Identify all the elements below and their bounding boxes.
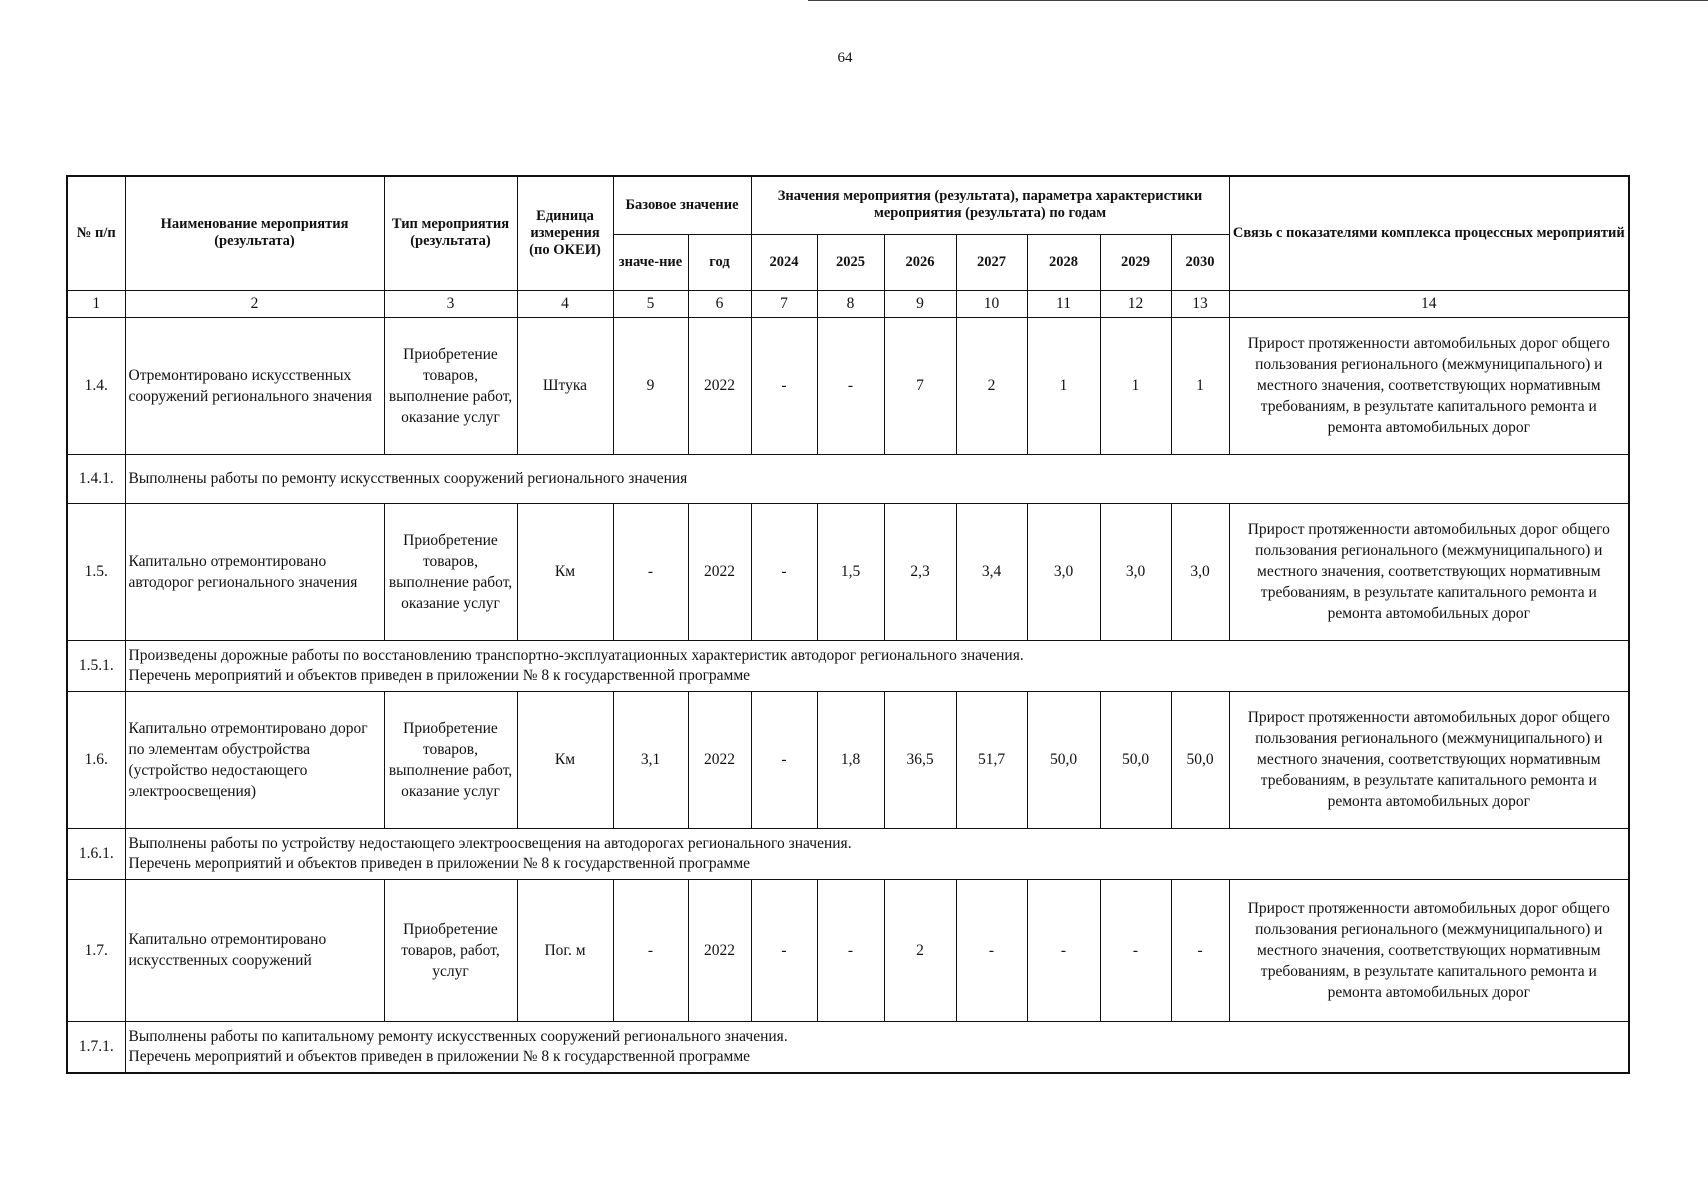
header-base-value: значе-ние (613, 234, 688, 290)
column-number: 3 (384, 290, 517, 317)
column-number: 4 (517, 290, 613, 317)
column-number: 1 (67, 290, 125, 317)
row-link: Прирост протяженности автомобильных дорог общего пользования регионального (межмуниципального) и местного значения, соответствующих нормативным требованиям, в результате капитального ремонта и ремонта автомобильных дорог (1229, 503, 1629, 640)
header-year: 2029 (1100, 234, 1171, 290)
sub-row-num: 1.5.1. (67, 640, 125, 691)
header-base-year: год (688, 234, 751, 290)
column-number: 9 (884, 290, 956, 317)
column-number: 13 (1171, 290, 1229, 317)
header-name: Наименование мероприятия (результата) (125, 176, 384, 290)
header-year: 2030 (1171, 234, 1229, 290)
sub-row-text (125, 640, 1629, 691)
sub-row-line: Выполнены работы по устройству недостающего электроосвещения на автодорогах регионального значения. (128, 834, 852, 852)
row-num: 1.5. (67, 503, 125, 640)
header-year: 2028 (1027, 234, 1100, 290)
sub-row-line: Выполнены работы по капитальному ремонту искусственных сооружений регионального значения. (128, 1027, 788, 1045)
column-number: 11 (1027, 290, 1100, 317)
row-base-year: 2022 (688, 503, 751, 640)
row-year-value: - (751, 691, 817, 828)
row-year-value: 1 (1171, 317, 1229, 454)
row-year-value: - (817, 879, 884, 1021)
row-base-year: 2022 (688, 879, 751, 1021)
row-year-value: 1,5 (817, 503, 884, 640)
row-type: Приобретение товаров, выполнение работ, оказание услуг (384, 691, 517, 828)
row-base-value: - (613, 503, 688, 640)
sub-row-num: 1.7.1. (67, 1021, 125, 1073)
row-year-value: 51,7 (956, 691, 1027, 828)
sub-row-line: Выполнены работы по ремонту искусственных сооружений регионального значения (128, 469, 688, 487)
column-number: 12 (1100, 290, 1171, 317)
row-base-year: 2022 (688, 691, 751, 828)
sub-row-text (125, 1021, 1629, 1073)
column-number: 2 (125, 290, 384, 317)
row-year-value: - (1171, 879, 1229, 1021)
scan-top-line (808, 0, 1708, 1)
row-base-value: - (613, 879, 688, 1021)
row-year-value: 2 (884, 879, 956, 1021)
row-link: Прирост протяженности автомобильных дорог общего пользования регионального (межмуниципального) и местного значения, соответствующих нормативным требованиям, в результате капитального ремонта и ремонта автомобильных дорог (1229, 879, 1629, 1021)
sub-row (67, 828, 1629, 879)
row-year-value: - (751, 879, 817, 1021)
sub-row (67, 640, 1629, 691)
page-number: 64 (837, 50, 853, 66)
row-year-value: 50,0 (1100, 691, 1171, 828)
sub-row (67, 454, 1629, 503)
sub-row-line: Перечень мероприятий и объектов приведен в приложении № 8 к государственной программе (128, 1047, 751, 1065)
row-year-value: - (956, 879, 1027, 1021)
row-year-value: 1,8 (817, 691, 884, 828)
row-num: 1.6. (67, 691, 125, 828)
row-type: Приобретение товаров, работ, услуг (384, 879, 517, 1021)
row-year-value: 50,0 (1027, 691, 1100, 828)
row-year-value: 3,0 (1027, 503, 1100, 640)
row-name: Капитально отремонтировано дорог по элементам обустройства (устройство недостающего электроосвещения) (125, 691, 384, 828)
column-number-row (67, 290, 1629, 317)
row-year-value: - (817, 317, 884, 454)
row-year-value: 36,5 (884, 691, 956, 828)
table-row (67, 879, 1629, 1021)
header-link: Связь с показателями комплекса процессных мероприятий (1229, 176, 1629, 290)
row-type: Приобретение товаров, выполнение работ, оказание услуг (384, 317, 517, 454)
row-year-value: 1 (1100, 317, 1171, 454)
header-year: 2027 (956, 234, 1027, 290)
sub-row-text (125, 828, 1629, 879)
row-name: Капитально отремонтировано искусственных сооружений (125, 879, 384, 1021)
header-year: 2025 (817, 234, 884, 290)
row-base-year: 2022 (688, 317, 751, 454)
row-base-value: 9 (613, 317, 688, 454)
column-number: 10 (956, 290, 1027, 317)
row-year-value: - (1027, 879, 1100, 1021)
row-year-value: - (1100, 879, 1171, 1021)
header-type: Тип мероприятия (результата) (384, 176, 517, 290)
row-year-value: 2,3 (884, 503, 956, 640)
row-num: 1.4. (67, 317, 125, 454)
column-number: 14 (1229, 290, 1629, 317)
row-year-value: 1 (1027, 317, 1100, 454)
row-base-value: 3,1 (613, 691, 688, 828)
column-number: 5 (613, 290, 688, 317)
row-unit: Км (517, 503, 613, 640)
table-row (67, 503, 1629, 640)
row-unit: Км (517, 691, 613, 828)
sub-row (67, 1021, 1629, 1073)
header-year: 2024 (751, 234, 817, 290)
header-unit: Единица измерения (по ОКЕИ) (517, 176, 613, 290)
results-table (66, 175, 1630, 1074)
row-year-value: 50,0 (1171, 691, 1229, 828)
row-year-value: 3,4 (956, 503, 1027, 640)
row-name: Капитально отремонтировано автодорог регионального значения (125, 503, 384, 640)
row-type: Приобретение товаров, выполнение работ, оказание услуг (384, 503, 517, 640)
row-year-value: 3,0 (1171, 503, 1229, 640)
row-link: Прирост протяженности автомобильных дорог общего пользования регионального (межмуниципального) и местного значения, соответствующих нормативным требованиям, в результате капитального ремонта и ремонта автомобильных дорог (1229, 317, 1629, 454)
column-number: 6 (688, 290, 751, 317)
column-number: 7 (751, 290, 817, 317)
row-unit: Пог. м (517, 879, 613, 1021)
row-name: Отремонтировано искусственных сооружений регионального значения (125, 317, 384, 454)
row-year-value: - (751, 317, 817, 454)
header-base: Базовое значение (613, 176, 751, 234)
sub-row-num: 1.6.1. (67, 828, 125, 879)
row-year-value: - (751, 503, 817, 640)
row-year-value: 7 (884, 317, 956, 454)
sub-row-text (125, 454, 1629, 503)
column-number: 8 (817, 290, 884, 317)
sub-row-line: Перечень мероприятий и объектов приведен в приложении № 8 к государственной программе (128, 666, 751, 684)
row-year-value: 3,0 (1100, 503, 1171, 640)
header-years-group: Значения мероприятия (результата), параметра характеристики мероприятия (результата) по годам (751, 176, 1229, 234)
row-link: Прирост протяженности автомобильных дорог общего пользования регионального (межмуниципального) и местного значения, соответствующих нормативным требованиям, в результате капитального ремонта и ремонта автомобильных дорог (1229, 691, 1629, 828)
sub-row-line: Произведены дорожные работы по восстановлению транспортно-эксплуатационных характеристик автодорог регионального значения. (128, 646, 1024, 664)
row-year-value: 2 (956, 317, 1027, 454)
sub-row-line: Перечень мероприятий и объектов приведен в приложении № 8 к государственной программе (128, 854, 751, 872)
header-year: 2026 (884, 234, 956, 290)
sub-row-num: 1.4.1. (67, 454, 125, 503)
row-num: 1.7. (67, 879, 125, 1021)
table-row (67, 691, 1629, 828)
table-row (67, 317, 1629, 454)
row-unit: Штука (517, 317, 613, 454)
header-num: № п/п (67, 176, 125, 290)
